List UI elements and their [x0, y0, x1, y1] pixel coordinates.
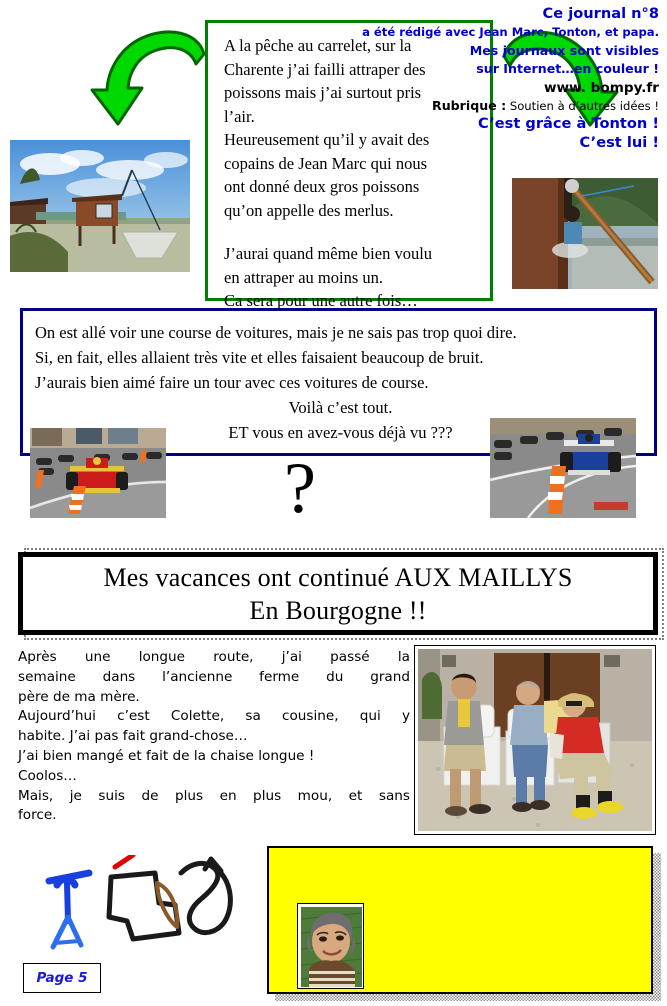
kid-drawing — [35, 855, 270, 960]
fishing-line-9: J’aurai quand même bien voulu — [224, 244, 433, 263]
fishing-line-4: l’air. — [224, 106, 255, 126]
photo-carrelet — [10, 140, 190, 272]
farm-story-text — [18, 648, 410, 826]
footer-line-7: C’est grâce à Tonton ! — [477, 115, 659, 133]
farm-line-7: Coolos… — [18, 767, 77, 784]
fishing-line-8: qu’on appelle des merlus. — [224, 200, 394, 220]
fishing-line-3: poissons mais j’ai surtout pris — [224, 83, 422, 102]
farm-line-9: force. — [18, 807, 57, 824]
farm-line-1: Après une longue route, j’ai passé la — [18, 649, 410, 665]
question-mark-glyph: ? — [284, 448, 316, 528]
fishing-line-1: A la pêche au carrelet, sur la — [224, 36, 412, 55]
race-line-4: Voilà c’est tout. — [288, 398, 393, 417]
fishing-line-6: copains de Jean Marc qui nous — [224, 153, 427, 173]
fishing-line-2: Charente j’ai failli attraper des — [224, 59, 426, 79]
footer-line-2: a été rédigé avec Jean Marc, Tonton, et papa. — [362, 25, 659, 40]
footer-line-8: C’est lui ! — [579, 133, 659, 151]
footer-line-1: Ce journal n°8 — [542, 5, 659, 22]
farm-line-8: Mais, je suis de plus en plus mou, et sans — [18, 787, 410, 804]
footer-line-4: sur Internet…en couleur ! — [476, 61, 659, 77]
footer-rubrique-label: Rubrique : — [432, 98, 507, 114]
fishing-line-7: ont donné deux gros poissons — [224, 177, 420, 196]
race-line-1: On est allé voir une course de voitures, mais je ne sais pas trop quoi dire. — [35, 323, 517, 342]
farm-line-4: Aujourd’hui c’est Colette, sa cousine, qui y — [18, 708, 410, 725]
fishing-line-5: Heureusement qu’il y avait des — [224, 130, 430, 149]
photo-tonton — [297, 903, 364, 989]
race-line-2: Si, en fait, elles allaient très vite et elles faisaient beaucoup de bruit. — [35, 348, 484, 367]
page-number-box — [23, 963, 101, 993]
title-line-2: En Bourgogne !! — [249, 595, 427, 625]
photo-voiture-bleue — [490, 418, 636, 518]
footer-line-6 — [301, 97, 659, 115]
title-banner — [18, 552, 658, 635]
race-line-5: ET vous en avez-vous déjà vu ??? — [228, 423, 453, 442]
farm-line-5: habite. J’ai pas fait grand-chose… — [18, 728, 248, 745]
race-line-3: J’aurais bien aimé faire un tour avec ces voitures de course. — [35, 373, 429, 392]
green-arrow-left-icon — [76, 24, 208, 129]
photo-famille — [414, 645, 656, 835]
footer-line-3: Mes journaux sont visibles — [469, 42, 659, 58]
footer-line-5: www. bompy.fr — [543, 79, 659, 96]
page-number-label: Page 5 — [36, 970, 88, 986]
photo-canne-a-peche — [512, 178, 658, 289]
farm-line-3: père de ma mère. — [18, 688, 140, 705]
farm-line-2: semaine dans l’ancienne ferme du grand — [18, 668, 410, 685]
title-line-1: Mes vacances ont continué AUX MAILLYS — [103, 562, 573, 592]
footer-rubrique-value: Soutien à d’autres idées ! — [509, 99, 659, 114]
farm-line-6: J’ai bien mangé et fait de la chaise longue ! — [18, 747, 315, 764]
fishing-line-11: Ca sera pour une autre fois… — [224, 291, 418, 310]
footer-credits-text — [301, 5, 659, 152]
fishing-line-10: en attraper au moins un. — [224, 267, 383, 287]
photo-voiture-rouge — [30, 428, 166, 518]
